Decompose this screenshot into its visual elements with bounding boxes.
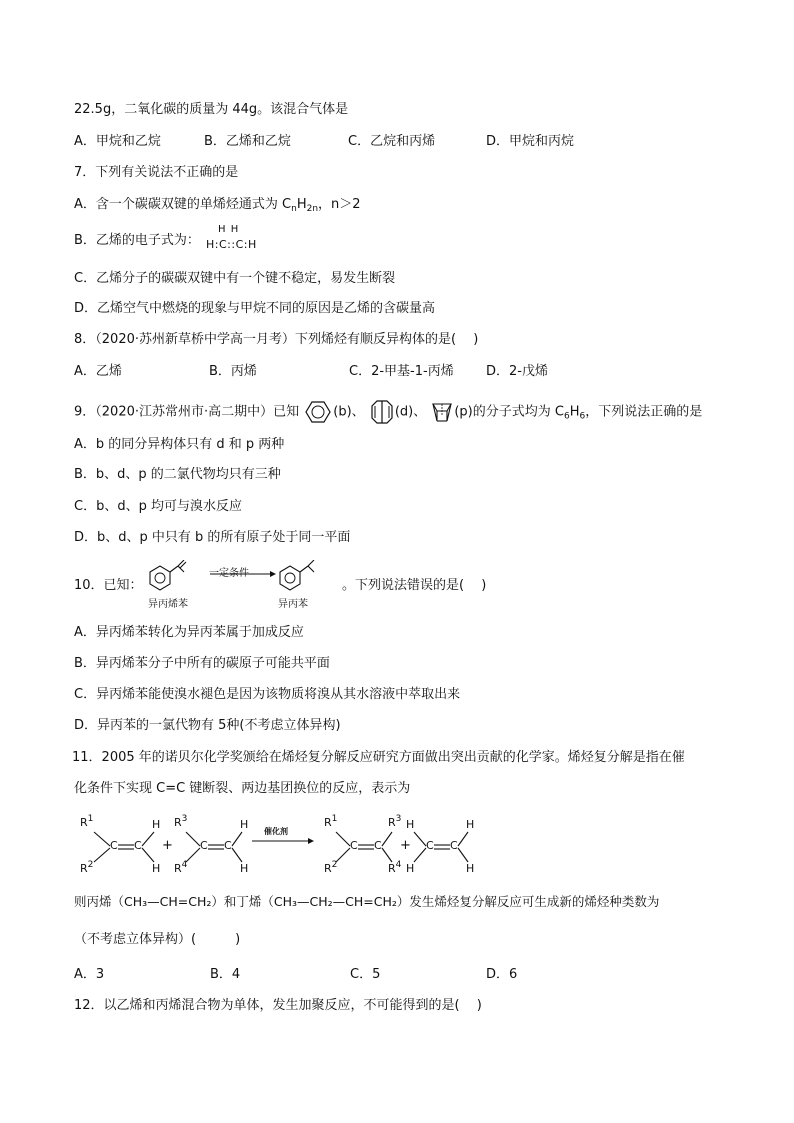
q10-reactant-label: 异丙烯苯 xyxy=(148,599,188,610)
q9-stem: 9．（2020·江苏常州市·高二期中）已知 (b)、 (d)、 (p)的分子式均为 $C_6H_6$，下列说法正确的是 xyxy=(74,399,702,425)
q6-option-c: C．乙烷和丙烯 xyxy=(348,134,436,149)
h-atom-7: H xyxy=(466,818,475,831)
h-atom-4: H xyxy=(240,862,249,875)
q10-stem-post: 。下列说法错误的是( ) xyxy=(342,578,487,593)
q7-option-c: C．乙烯分子的碳碳双键中有一个键不稳定，易发生断裂 xyxy=(74,271,396,286)
q7-option-d: D．乙烯空气中燃烧的现象与甲烷不同的原因是乙烯的含碳量高 xyxy=(74,301,436,316)
metathesis-scheme xyxy=(74,812,494,882)
c-atom-4: C xyxy=(224,839,232,852)
q9-option-d: D．b、d、p 中只有 b 的所有原子处于同一平面 xyxy=(74,530,351,545)
q6-stem-tail: 22.5g，二氧化碳的质量为 44g。该混合气体是 xyxy=(74,102,349,117)
q7-option-a: A．含一个碳碳双键的单烯烃通式为 $C_nH_{2n}$，n＞2 xyxy=(74,197,361,214)
q11-stem-line2: 化条件下实现 C=C 键断裂、两边基团换位的反应，表示为 xyxy=(74,781,411,796)
q8-option-d: D．2-戊烯 xyxy=(486,364,548,379)
q10-option-b: B．异丙烯苯分子中所有的碳原子可能共平面 xyxy=(74,656,330,671)
ethylene-electron-formula-top: H H xyxy=(218,224,240,235)
q10-option-d: D．异丙苯的一氯代物有 5种(不考虑立体异构) xyxy=(74,718,341,733)
prismane-structure-icon xyxy=(430,400,454,424)
h-atom-3: H xyxy=(240,818,249,831)
c-atom-3: C xyxy=(200,839,208,852)
q10-product-label: 异丙苯 xyxy=(278,599,308,610)
q10-option-c: C．异丙烯苯能使溴水褪色是因为该物质将溴从其水溶液中萃取出来 xyxy=(74,687,461,702)
q8-option-b: B．丙烯 xyxy=(209,364,257,379)
q10-option-a: A．异丙烯苯转化为异丙苯属于加成反应 xyxy=(74,625,304,640)
c-atom-7: C xyxy=(426,839,434,852)
h-atom-6: H xyxy=(406,862,415,875)
ethylene-electron-formula: H:C::C:H xyxy=(206,238,257,251)
q10-condition-label: 一定条件 xyxy=(209,568,249,579)
r1-label: $R^1$ xyxy=(80,814,94,829)
p-r4-label: $R^4$ xyxy=(388,860,402,875)
q11-option-a: A．3 xyxy=(74,967,105,982)
c-atom-6: C xyxy=(374,839,382,852)
q10-stem-pre: 10．已知： xyxy=(74,578,143,593)
q11-option-c: C．5 xyxy=(350,967,381,982)
plus-sign-2: + xyxy=(400,838,411,853)
q11-stem-line3: 则丙烯（CH₃—CH=CH₂）和丁烯（CH₃—CH₂—CH=CH₂）发生烯烃复分解反应可生成新的烯烃种类数为 xyxy=(74,894,660,909)
q6-options xyxy=(74,133,574,151)
benzene-structure-icon xyxy=(303,400,333,424)
p-r2-label: $R^2$ xyxy=(324,860,338,875)
p-r3-label: $R^3$ xyxy=(388,814,402,829)
h-atom-5: H xyxy=(406,818,415,831)
q11-stem-line1: 11．2005 年的诺贝尔化学奖颁给在烯烃复分解反应研究方面做出突出贡献的化学家。烯烃复分解是指在催 xyxy=(72,750,685,765)
q9-option-b: B．b、d、p 的二氯代物均只有三种 xyxy=(74,467,281,482)
c-atom-1: C xyxy=(110,839,118,852)
q8-option-c: C．2-甲基-1-丙烯 xyxy=(349,364,454,379)
q6-option-d: D．甲烷和丙烷 xyxy=(486,134,575,149)
q6-option-b: B．乙烯和乙烷 xyxy=(204,134,291,149)
q7-option-b: B．乙烯的电子式为： xyxy=(74,233,200,248)
q8-options xyxy=(74,363,548,381)
q6-option-a: A．甲烷和乙烷 xyxy=(74,134,161,149)
q11-options xyxy=(74,966,517,984)
q11-option-b: B．4 xyxy=(210,967,241,982)
c-atom-8: C xyxy=(450,839,458,852)
q11-option-d: D．6 xyxy=(486,967,518,982)
catalyst-label: 催化剂 xyxy=(264,827,288,836)
p-r1-label: $R^1$ xyxy=(324,814,338,829)
q12-stem: 12．以乙烯和丙烯混合物为单体，发生加聚反应，不可能得到的是( ) xyxy=(74,998,482,1013)
q9-option-c: C．b、d、p 均可与溴水反应 xyxy=(74,499,242,514)
r4-label: $R^4$ xyxy=(174,860,188,875)
c-atom-5: C xyxy=(350,839,358,852)
q8-stem: 8．（2020·苏州新草桥中学高一月考）下列烯烃有顺反异构体的是( ) xyxy=(74,332,479,347)
dewar-benzene-structure-icon xyxy=(369,399,395,425)
q7-stem: 7．下列有关说法不正确的是 xyxy=(74,165,239,180)
q11-stem-line4: （不考虑立体异构）( ) xyxy=(74,932,241,947)
r2-label: $R^2$ xyxy=(80,860,94,875)
r3-label: $R^3$ xyxy=(174,814,188,829)
h-atom-1: H xyxy=(152,818,161,831)
c-atom-2: C xyxy=(134,839,142,852)
h-atom-2: H xyxy=(152,862,161,875)
q8-option-a: A．乙烯 xyxy=(74,364,122,379)
h-atom-8: H xyxy=(466,862,475,875)
q9-option-a: A．b 的同分异构体只有 d 和 p 两种 xyxy=(74,437,285,452)
plus-sign-1: + xyxy=(162,838,173,853)
